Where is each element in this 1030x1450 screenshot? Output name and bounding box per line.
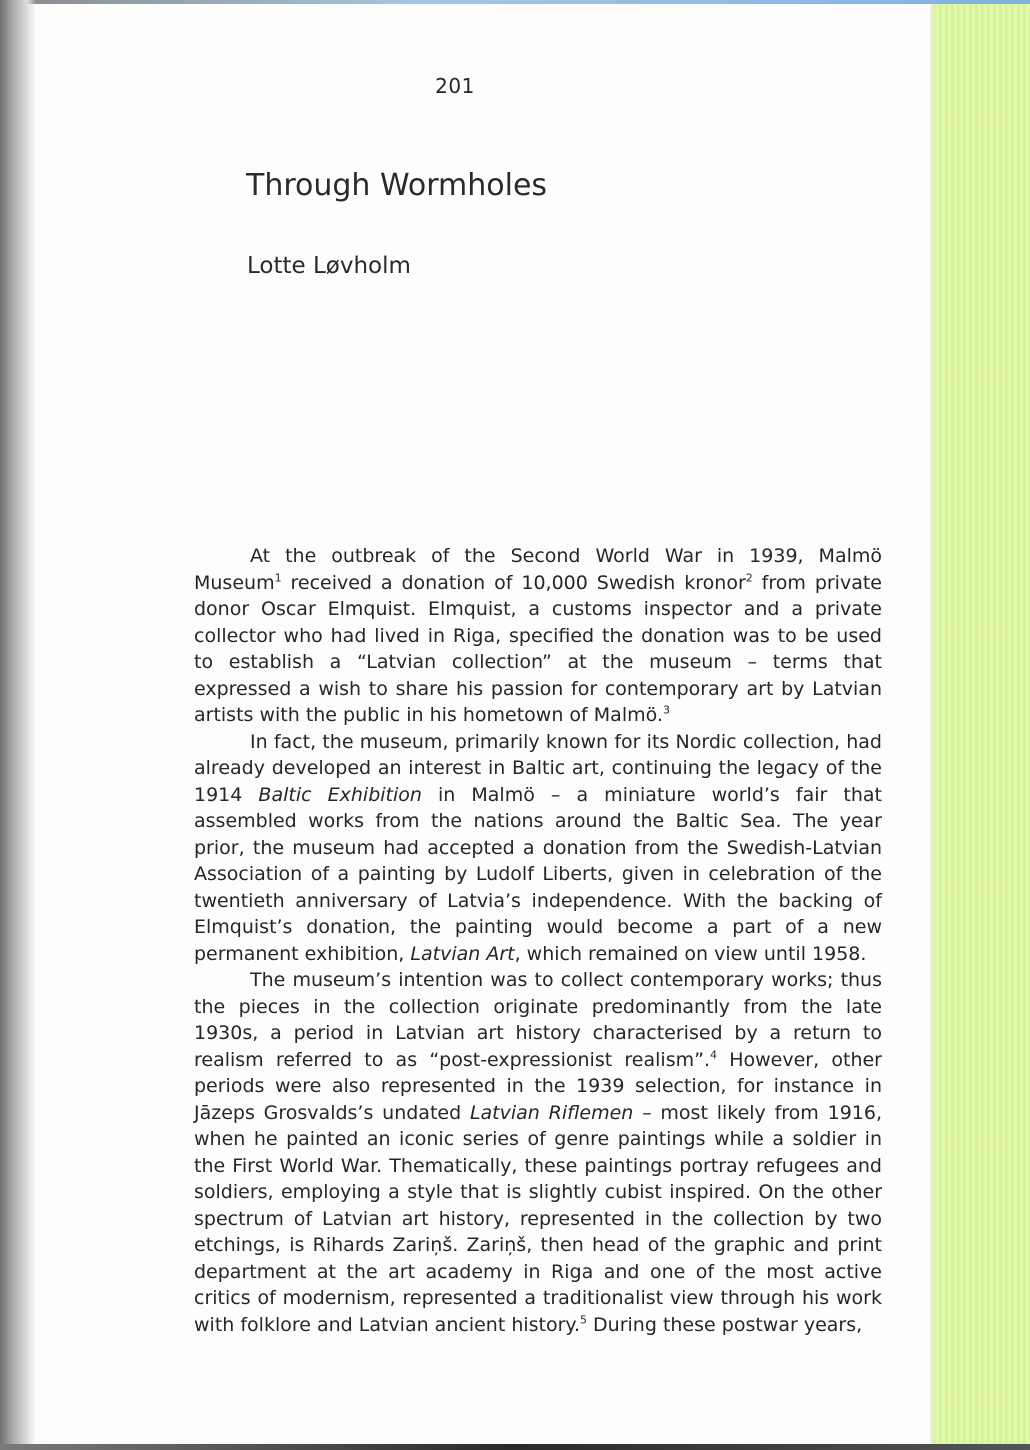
text-run: The museum’s intention was to collect contemporary works; thus the pieces in the collection originate predominantly from the late 1930s, a period in Latvian art history characterised by a return to realism referred to as “post-expressionist realism”. — [194, 969, 882, 1071]
text-run: However, other periods were also represented in the 1939 selection, for instance in Jāzeps Grosvalds’s undated — [194, 1048, 882, 1124]
footnote-ref: 2 — [745, 571, 753, 585]
footnote-ref: 1 — [274, 571, 282, 585]
text-run: During these postwar years, — [587, 1313, 863, 1336]
text-run: , which remained on view until 1958. — [514, 942, 867, 965]
italic-title: Latvian Riflemen — [469, 1101, 634, 1124]
author-name: Lotte Løvholm — [247, 253, 411, 279]
text-run: from private donor Oscar Elmquist. Elmquist, a customs inspector and a private collector who had lived in Riga, specified the donation was to be used to establish a “Latvian collection” at the museum – terms that expressed a wish to share his passion for contemporary art by Latvian artists with the public in his hometown of Malmö. — [194, 571, 882, 726]
text-run: – most likely from 1916, when he painted an iconic series of genre paintings while a soldier in the First World War. Thematically, these paintings portray refugees and soldiers, employing a style that is slightly cubist inspired. On the other spectrum of Latvian art history, represented in the collection by two etchings, is Rihards Zariņš. Zariņš, then head of the graphic and print department at the art academy in Riga and one of the most active critics of modernism, represented a traditionalist view through his work with folklore and Latvian ancient history. — [194, 1101, 882, 1336]
footnote-ref: 4 — [709, 1048, 717, 1062]
text-run: In fact, the museum, primarily known for its Nordic collection, had already developed an interest in Baltic art, continuing the legacy of the 1914 — [194, 730, 882, 806]
paragraph — [194, 543, 882, 729]
text-run: received a donation of 10,000 Swedish kronor — [281, 571, 746, 594]
italic-title: Baltic Exhibition — [258, 783, 422, 806]
paragraph — [194, 967, 882, 1338]
italic-title: Latvian Art — [410, 942, 515, 965]
footnote-ref: 5 — [580, 1313, 587, 1327]
text-run: At the outbreak of the Second World War in 1939, Malmö Museum — [194, 545, 882, 594]
page-stack-edges — [930, 4, 1030, 1444]
paragraph — [194, 729, 882, 968]
text-run: in Malmö – a miniature world’s fair that assembled works from the nations around the Baltic Sea. The year prior, the museum had accepted a donation from the Swedish-Latvian Association of a painting by Ludolf Liberts, given in celebration of the twentieth anniversary of Latvia’s independence. With the backing of Elmquist’s donation, the painting would become a part of a new permanent exhibition, — [194, 783, 882, 965]
body-text — [194, 543, 882, 1338]
chapter-title: Through Wormholes — [246, 168, 548, 203]
page-number: 201 — [435, 74, 475, 98]
footnote-ref: 3 — [662, 703, 670, 717]
